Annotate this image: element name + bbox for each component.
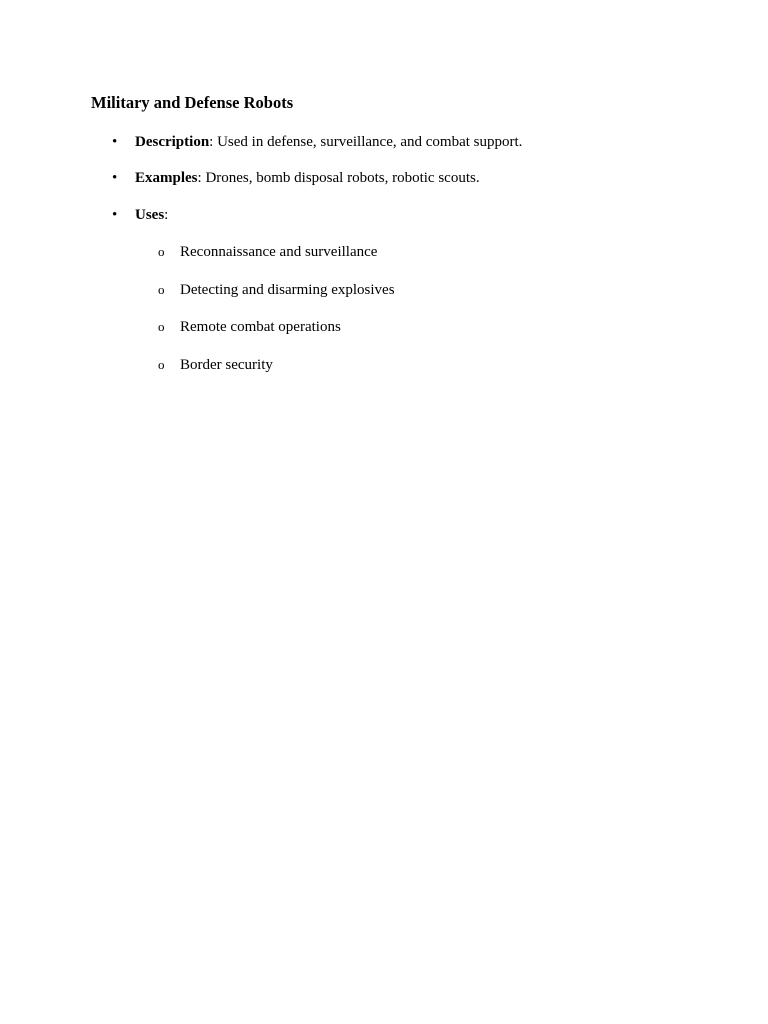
list-item-text: [135, 205, 168, 225]
list-item-text: [135, 132, 522, 152]
list-item-text: [135, 168, 480, 188]
circle-bullet-icon: o: [158, 282, 165, 297]
list-item-term: Description: [135, 134, 210, 150]
circle-bullet-icon: o: [158, 244, 165, 259]
list-item-separator: :: [164, 207, 169, 223]
sub-list-item-text: Reconnaissance and surveillance: [180, 244, 378, 260]
list-item-body: Used in defense, surveillance, and combat support.: [213, 134, 523, 150]
sub-list-item-text: Remote combat operations: [180, 319, 341, 335]
circle-bullet-icon: o: [158, 357, 165, 372]
section-heading: Military and Defense Robots: [91, 93, 294, 112]
bullet-icon: •: [112, 170, 118, 186]
list-item-body: Drones, bomb disposal robots, robotic scouts.: [201, 170, 480, 186]
list-item-separator: :: [209, 134, 214, 150]
sub-list-item-text: Detecting and disarming explosives: [180, 282, 395, 298]
list-item-separator: :: [197, 170, 202, 186]
circle-bullet-icon: o: [158, 319, 165, 334]
list-item-term: Uses: [135, 207, 165, 223]
sub-list-item-text: Border security: [180, 357, 273, 373]
list-item-term: Examples: [135, 170, 198, 186]
bullet-icon: •: [112, 207, 118, 223]
bullet-icon: •: [112, 134, 118, 150]
